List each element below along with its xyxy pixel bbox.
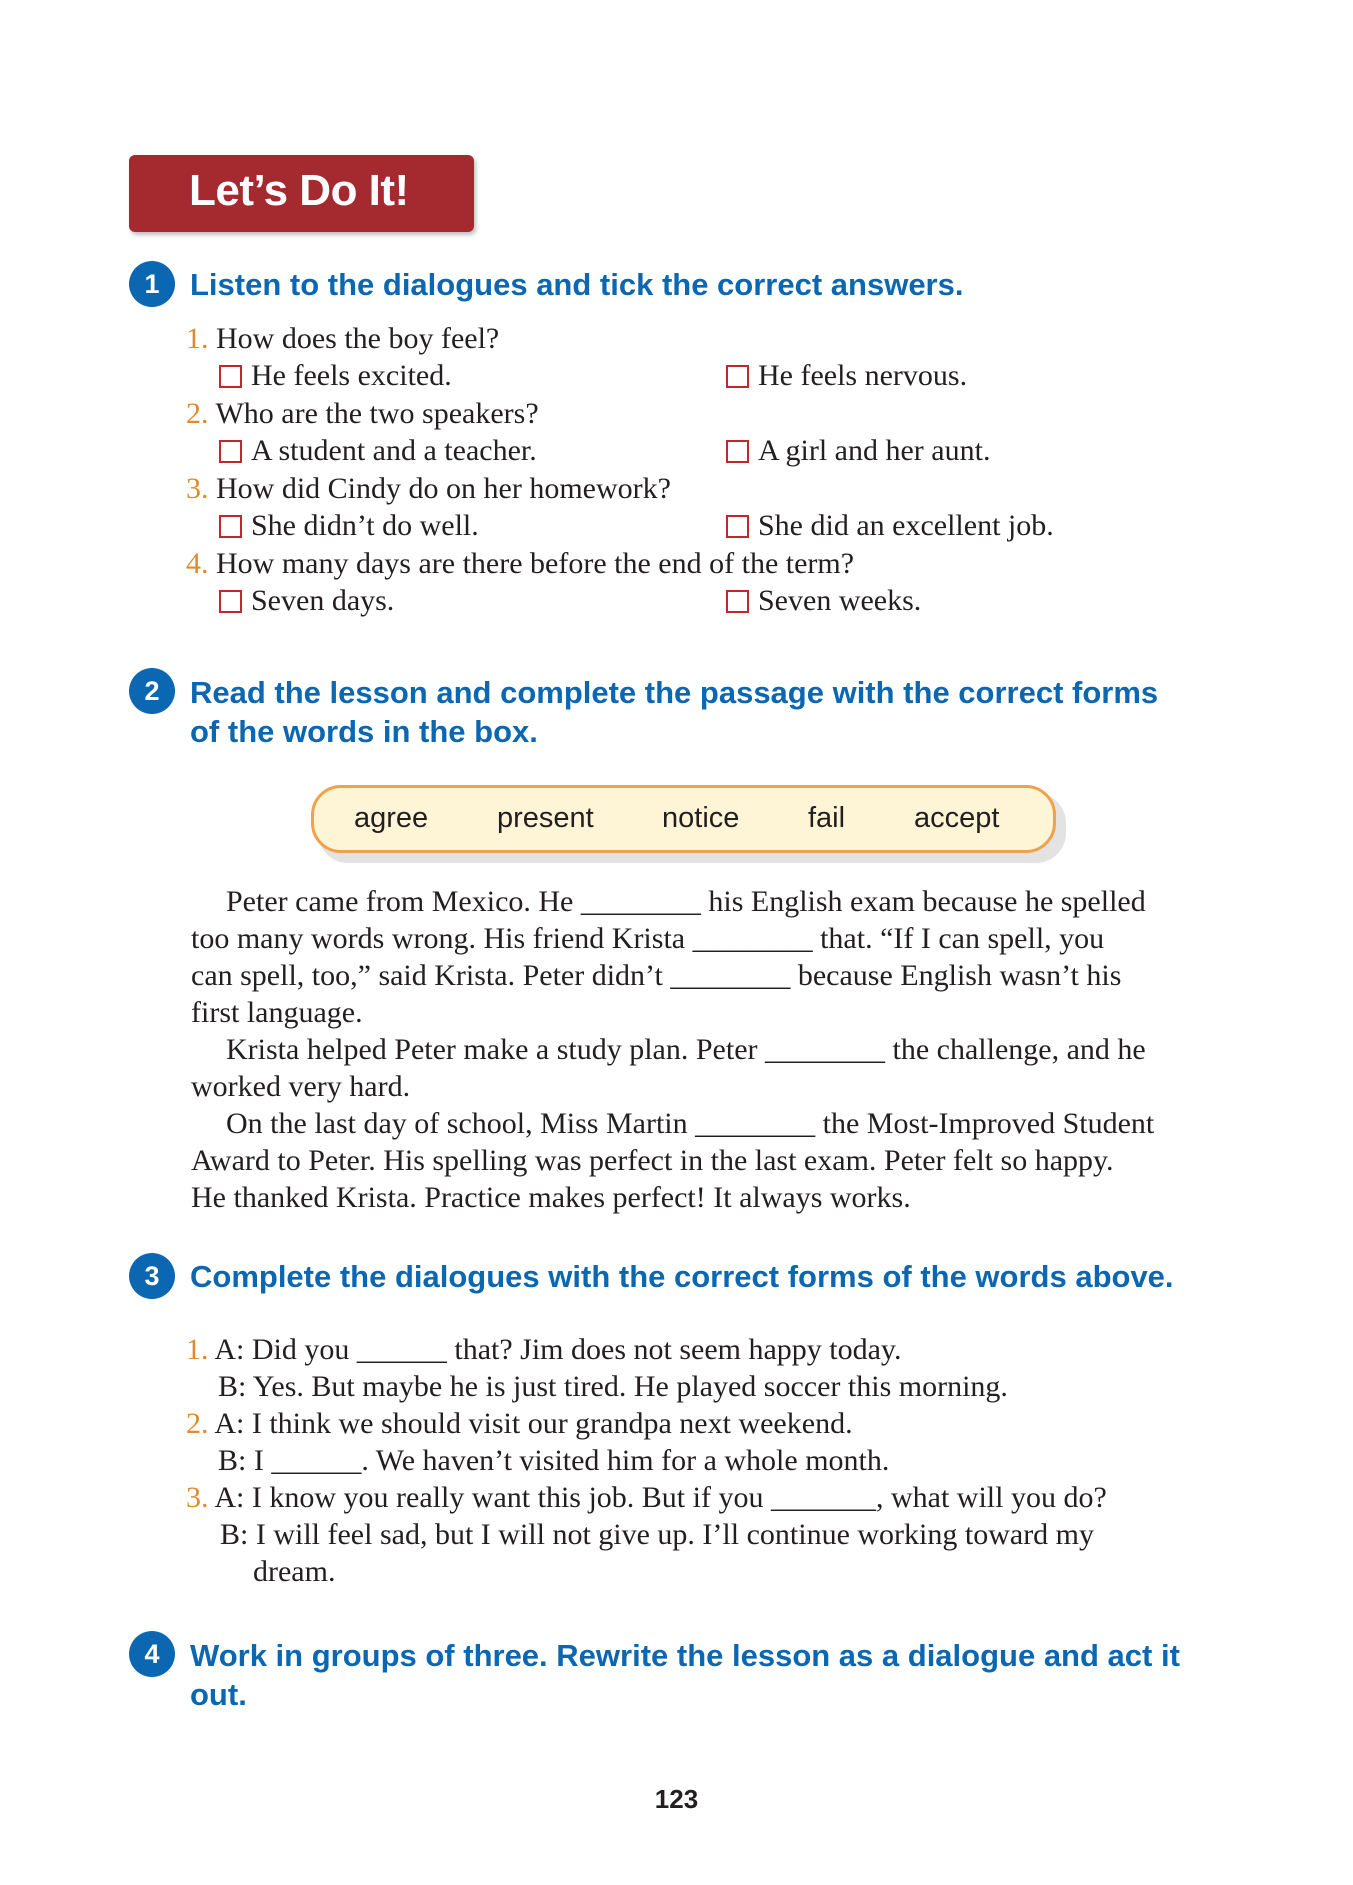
section-3-number: 3 (129, 1253, 175, 1299)
question-number: 4. (186, 547, 209, 580)
dialogue-number: 1. (186, 1333, 209, 1366)
checkbox[interactable] (219, 515, 242, 538)
checkbox[interactable] (726, 590, 749, 613)
checkbox[interactable] (726, 365, 749, 388)
dialogue-text: A: I know you really want this job. But if you _______, what will you do? (214, 1481, 1107, 1514)
answer-option[interactable] (726, 507, 1054, 544)
answer-option[interactable] (726, 582, 921, 619)
question-number: 2. (186, 397, 209, 430)
question-4 (186, 545, 854, 582)
dialogue-text: A: Did you ______ that? Jim does not seem happy today. (214, 1333, 902, 1366)
answer-option[interactable] (726, 432, 990, 469)
dialogue-text: A: I think we should visit our grandpa next weekend. (214, 1407, 853, 1440)
section-4-heading-line-1: Work in groups of three. Rewrite the lesson as a dialogue and act it (190, 1638, 1180, 1673)
passage-line: Peter came from Mexico. He ________ his English exam because he spelled (226, 885, 1146, 918)
dialogue-3-b: B: I will feel sad, but I will not give up. I’ll continue working toward my (220, 1518, 1095, 1551)
passage-line: first language. (191, 996, 363, 1029)
option-label: A student and a teacher. (251, 434, 537, 467)
section-2-number: 2 (129, 668, 175, 714)
answer-option[interactable] (726, 357, 967, 394)
option-label: A girl and her aunt. (758, 434, 991, 467)
question-3 (186, 470, 671, 507)
option-label: He feels nervous. (758, 359, 968, 392)
word-accept: accept (914, 802, 1000, 834)
word-notice: notice (662, 802, 740, 834)
checkbox[interactable] (726, 515, 749, 538)
question-text: How did Cindy do on her homework? (216, 472, 671, 505)
dialogue-number: 2. (186, 1407, 209, 1440)
option-label: She did an excellent job. (758, 509, 1054, 542)
answer-option[interactable] (219, 432, 537, 469)
section-1-number: 1 (129, 261, 175, 307)
checkbox[interactable] (219, 440, 242, 463)
passage-line: can spell, too,” said Krista. Peter didn’t ________ because English wasn’t his (191, 959, 1122, 992)
word-fail: fail (808, 802, 846, 834)
passage-line: too many words wrong. His friend Krista ________ that. “If I can spell, you (191, 922, 1105, 955)
section-2-heading-line-1: Read the lesson and complete the passage with the correct forms (190, 675, 1159, 710)
section-banner (129, 155, 474, 232)
word-box (311, 785, 1056, 853)
answer-option[interactable] (219, 582, 394, 619)
word-agree: agree (354, 802, 429, 834)
dialogue-2-a (186, 1405, 853, 1442)
section-3-heading: Complete the dialogues with the correct forms of the words above. (190, 1259, 1174, 1294)
question-2 (186, 395, 539, 432)
section-1-heading: Listen to the dialogues and tick the correct answers. (190, 267, 964, 302)
option-label: He feels excited. (251, 359, 452, 392)
answer-option[interactable] (219, 357, 452, 394)
dialogue-2-b: B: I ______. We haven’t visited him for a whole month. (218, 1444, 890, 1477)
passage-line: worked very hard. (191, 1070, 411, 1103)
word-present: present (497, 802, 594, 834)
page-number: 123 (654, 1784, 699, 1814)
passage-line: On the last day of school, Miss Martin ________ the Most-Improved Student (226, 1107, 1155, 1140)
section-4-heading-line-2: out. (190, 1677, 247, 1712)
passage-line: Award to Peter. His spelling was perfect in the last exam. Peter felt so happy. (191, 1144, 1114, 1177)
answer-option[interactable] (219, 507, 479, 544)
checkbox[interactable] (726, 440, 749, 463)
question-number: 1. (186, 322, 209, 355)
question-text: How many days are there before the end of the term? (216, 547, 855, 580)
option-label: Seven days. (251, 584, 395, 617)
checkbox[interactable] (219, 365, 242, 388)
question-number: 3. (186, 472, 209, 505)
option-label: She didn’t do well. (251, 509, 479, 542)
section-2-heading-line-2: of the words in the box. (190, 714, 538, 749)
dialogue-3-a (186, 1479, 1107, 1516)
dialogue-1-a (186, 1331, 902, 1368)
passage-line: He thanked Krista. Practice makes perfect! It always works. (191, 1181, 911, 1214)
dialogue-1-b: B: Yes. But maybe he is just tired. He played soccer this morning. (218, 1370, 1008, 1403)
question-text: Who are the two speakers? (215, 397, 539, 430)
dialogue-number: 3. (186, 1481, 209, 1514)
dialogue-3-b-cont: dream. (253, 1555, 336, 1588)
passage-line: Krista helped Peter make a study plan. Peter ________ the challenge, and he (226, 1033, 1146, 1066)
checkbox[interactable] (219, 590, 242, 613)
question-text: How does the boy feel? (216, 322, 500, 355)
section-4-number: 4 (129, 1631, 175, 1677)
question-1 (186, 320, 499, 357)
option-label: Seven weeks. (758, 584, 922, 617)
banner-title: Let’s Do It! (189, 166, 409, 215)
